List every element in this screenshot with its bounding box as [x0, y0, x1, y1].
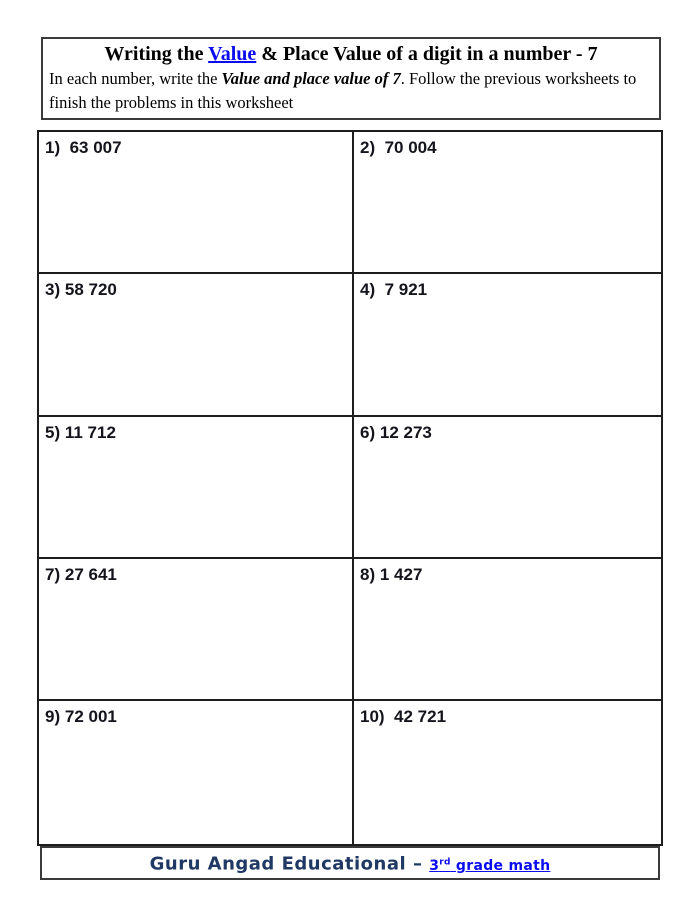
separator-dash: – [406, 853, 430, 875]
title-suffix: & Place Value of a digit in a number - 7 [256, 43, 598, 65]
problem-cell-6 [352, 415, 661, 557]
instructions-text-start: In each number, write the [49, 69, 222, 88]
problem-number: 63 007 [69, 138, 122, 157]
problem-cell-4 [352, 272, 661, 415]
worksheet-instructions [43, 67, 647, 115]
problem-number: 27 641 [64, 565, 117, 584]
problem-cell-1 [39, 132, 352, 272]
problem-number: 11 712 [64, 423, 116, 442]
title-prefix: Writing the [104, 43, 209, 65]
grade-link-text: grade math [450, 857, 551, 874]
problem-cell-5 [39, 415, 352, 557]
problem-number: 7 921 [384, 280, 428, 299]
problem-label: 7) [45, 565, 61, 584]
grade-link-number: 3 [429, 857, 440, 874]
problem-label: 8) [360, 565, 376, 584]
problem-gap [60, 138, 69, 157]
problem-label: 10) [360, 707, 385, 726]
problem-cell-9 [39, 699, 352, 844]
problem-label: 2) [360, 138, 376, 157]
problem-gap [385, 707, 394, 726]
problem-label: 4) [360, 280, 376, 299]
problem-number: 72 001 [64, 707, 117, 726]
problem-gap [375, 280, 384, 299]
problem-label: 5) [45, 423, 61, 442]
problem-label: 3) [45, 280, 61, 299]
worksheet-title [43, 41, 659, 67]
problems-table [37, 130, 663, 846]
problem-cell-10 [352, 699, 661, 844]
problem-cell-2 [352, 132, 661, 272]
problem-label: 1) [45, 138, 61, 157]
header-box [41, 37, 661, 120]
problem-cell-7 [39, 557, 352, 699]
problem-number: 12 273 [379, 423, 432, 442]
grade-link-ordinal: rd [439, 857, 451, 867]
grade-math-link[interactable] [429, 858, 550, 874]
problem-label: 9) [45, 707, 61, 726]
problem-number: 42 721 [394, 707, 447, 726]
problem-label: 6) [360, 423, 376, 442]
value-link[interactable]: Value [208, 43, 257, 65]
problem-number: 58 720 [64, 280, 117, 299]
problem-number: 70 004 [384, 138, 437, 157]
problem-gap [375, 138, 384, 157]
problem-cell-3 [39, 272, 352, 415]
instructions-text-end: . Follow the previous worksheets to finish the problems in this worksheet [49, 69, 637, 112]
brand-name: Guru Angad Educational [149, 853, 407, 875]
footer-box [40, 846, 660, 880]
instructions-emphasis: Value and place value of 7 [221, 69, 401, 88]
problem-number: 1 427 [379, 565, 423, 584]
problem-cell-8 [352, 557, 661, 699]
